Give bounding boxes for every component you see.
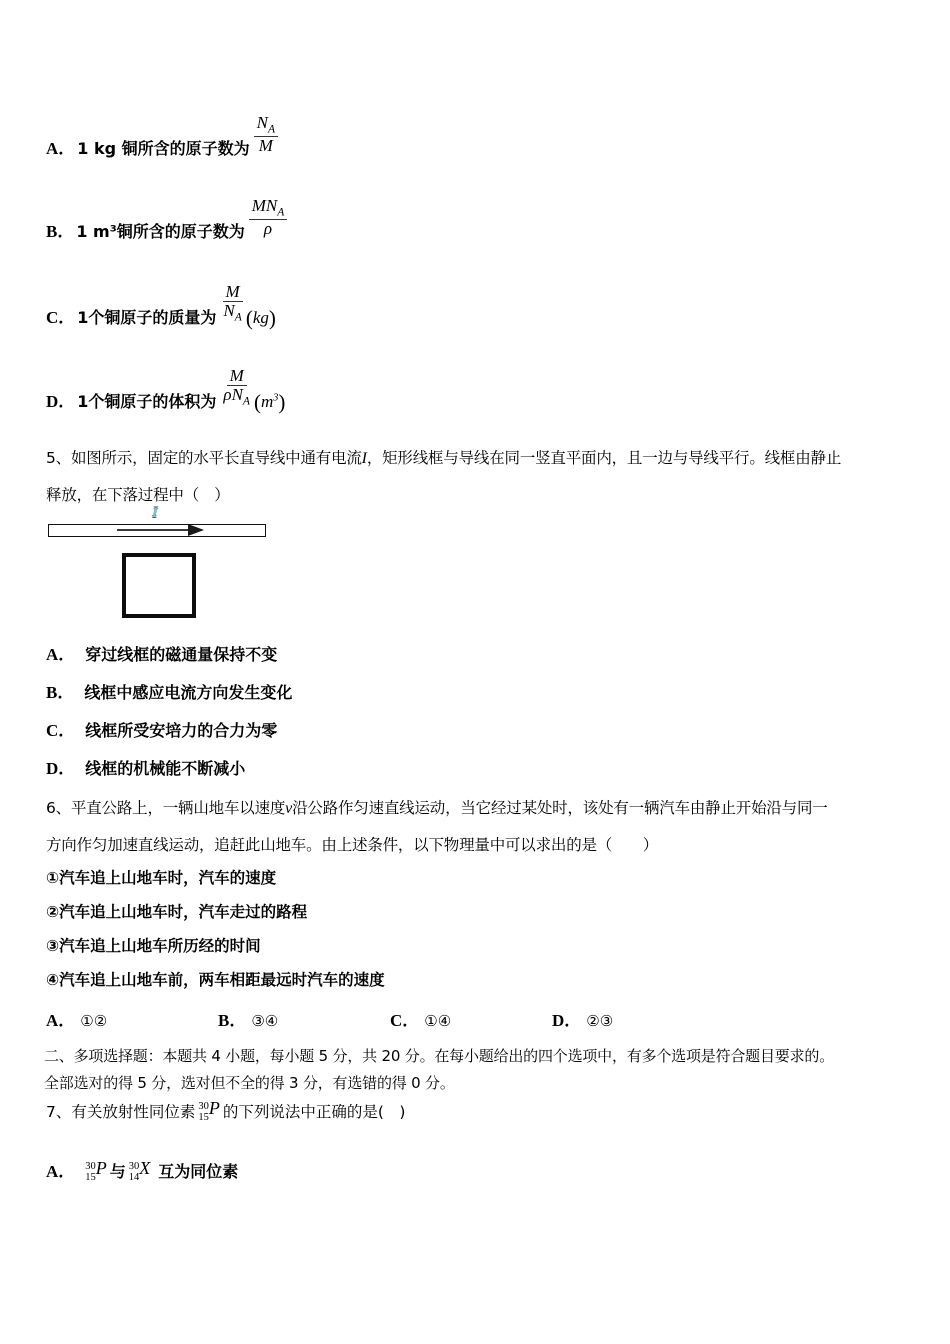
question6-stem xyxy=(46,790,922,863)
formula-unit-c: (kg) xyxy=(245,306,276,331)
isotope-mass-number: 30 xyxy=(198,1101,209,1113)
q6-answer-c: C． ①④ xyxy=(390,1011,452,1030)
statement-3: ③汽车追上山地车所历经的时间 xyxy=(46,937,261,955)
fraction-numerator: $MN_A$ xyxy=(249,197,288,220)
option-text-a: 1 kg 铜所含的原子数为 xyxy=(77,139,250,159)
question5-stem-line2: 释放，在下落过程中（ ） xyxy=(46,486,230,504)
fraction-numerator: M xyxy=(227,367,247,386)
option-row-a xyxy=(46,113,278,159)
isotope-symbol: P xyxy=(208,1098,220,1118)
question7-option-row-a xyxy=(46,1157,238,1184)
q5-option-text-b: 线框中感应电流方向发生变化 xyxy=(84,683,293,702)
current-label-I: I xyxy=(152,505,158,521)
q5-option-row-d xyxy=(46,754,296,779)
formula-fraction-c xyxy=(220,283,244,324)
statement-2: ②汽车追上山地车时，汽车走过的路程 xyxy=(46,903,308,921)
fraction-denominator: $\rho N_A$ xyxy=(223,385,250,408)
isotope-numbers xyxy=(198,1101,209,1123)
option-label-a: A． xyxy=(46,139,76,159)
q7-option-a-conjunction: 与 xyxy=(109,1162,126,1181)
option-row-d xyxy=(46,366,286,415)
isotope-atomic-number: 14 xyxy=(128,1172,140,1184)
q5-option-label-a: A． xyxy=(46,645,76,664)
option-label-c: C． xyxy=(46,308,76,328)
fraction-numerator: M xyxy=(223,283,243,302)
question6-stem-line1: 6、平直公路上，一辆山地车以速度v沿公路作匀速直线运动，当它经过某处时，该处有一辆汽车由静止开始沿与同一 xyxy=(46,799,828,817)
option-text-c: 1个铜原子的质量为 xyxy=(77,308,217,328)
fraction-denominator: ρ xyxy=(263,218,273,238)
question5-stem xyxy=(46,440,918,513)
q5-option-label-d: D． xyxy=(46,759,76,778)
question6-statements xyxy=(46,866,385,990)
q5-option-label-b: B． xyxy=(46,683,75,702)
statement-4: ④汽车追上山地车前，两车相距最远时汽车的速度 xyxy=(46,971,385,989)
isotope-P30 xyxy=(198,1098,220,1124)
q5-option-row-b xyxy=(46,678,296,703)
isotope-mass-number: 30 xyxy=(85,1161,96,1173)
rectangular-loop xyxy=(122,553,196,618)
isotope-numbers xyxy=(85,1161,96,1183)
question6-answer-row xyxy=(0,1006,950,1030)
q7-option-label-a: A． xyxy=(46,1162,76,1181)
isotope-mass-number: 30 xyxy=(128,1161,140,1173)
q5-option-label-c: C． xyxy=(46,721,76,740)
section2-line2: 全部选对的得 5 分，选对但不全的得 3 分，有选错的得 0 分。 xyxy=(44,1074,455,1092)
option-row-c xyxy=(46,282,276,331)
question7-stem xyxy=(46,1100,405,1124)
q5-option-row-c xyxy=(46,716,296,741)
section2-line1: 二、多项选择题：本题共 4 小题，每小题 5 分，共 20 分。在每小题给出的四个选项中，有多个选项是符合题目要求的。 xyxy=(44,1047,834,1065)
isotope-symbol: P xyxy=(95,1158,107,1178)
option-label-b: B． xyxy=(46,222,75,242)
q6-answer-a: A． ①② xyxy=(46,1011,108,1030)
isotope-numbers xyxy=(129,1161,140,1183)
q7-option-a-tail: 互为同位素 xyxy=(158,1162,239,1181)
fraction-denominator: M xyxy=(258,135,273,155)
formula-fraction-b xyxy=(249,197,288,238)
option-row-b xyxy=(46,196,287,242)
question7-stem-prefix: 7、有关放射性同位素 xyxy=(46,1103,196,1121)
isotope-atomic-number: 15 xyxy=(198,1112,209,1124)
q5-option-text-c: 线框所受安培力的合力为零 xyxy=(85,721,278,740)
current-arrow-head xyxy=(188,524,204,536)
q5-option-text-a: 穿过线框的磁通量保持不变 xyxy=(85,645,278,664)
formula-fraction-d xyxy=(220,367,253,408)
option-label-d: D． xyxy=(46,392,76,412)
q5-option-text-d: 线框的机械能不断减小 xyxy=(85,759,246,778)
isotope-symbol: X xyxy=(139,1158,151,1178)
q6-answer-d: D． ②③ xyxy=(552,1011,614,1030)
option-text-b: 1 m³铜所含的原子数为 xyxy=(76,222,245,242)
fraction-numerator: $N_A$ xyxy=(254,114,278,137)
fraction-denominator: $N_A$ xyxy=(223,301,242,324)
formula-fraction-a xyxy=(254,114,278,155)
formula-unit-d: $(m^3)$ xyxy=(253,390,286,415)
q5-option-row-a xyxy=(46,640,296,665)
option-text-d: 1个铜原子的体积为 xyxy=(77,392,217,412)
isotope-atomic-number: 15 xyxy=(85,1172,96,1184)
isotope-P30-optionA xyxy=(85,1158,107,1184)
question5-stem-line1: 5、如图所示，固定的水平长直导线中通有电流I，矩形线框与导线在同一竖直平面内，且一边与导线平行。线框由静止 xyxy=(46,449,842,467)
section2-header xyxy=(44,1043,928,1097)
isotope-X30-optionA xyxy=(128,1158,151,1184)
q6-answer-b: B． ③④ xyxy=(218,1011,279,1030)
question7-stem-suffix: 的下列说法中正确的是( ) xyxy=(222,1103,406,1121)
question5-options xyxy=(46,640,296,779)
statement-1: ①汽车追上山地车时，汽车的速度 xyxy=(46,869,277,887)
question6-stem-line2: 方向作匀加速直线运动，追赶此山地车。由上述条件，以下物理量中可以求出的是（ ） xyxy=(46,836,659,854)
